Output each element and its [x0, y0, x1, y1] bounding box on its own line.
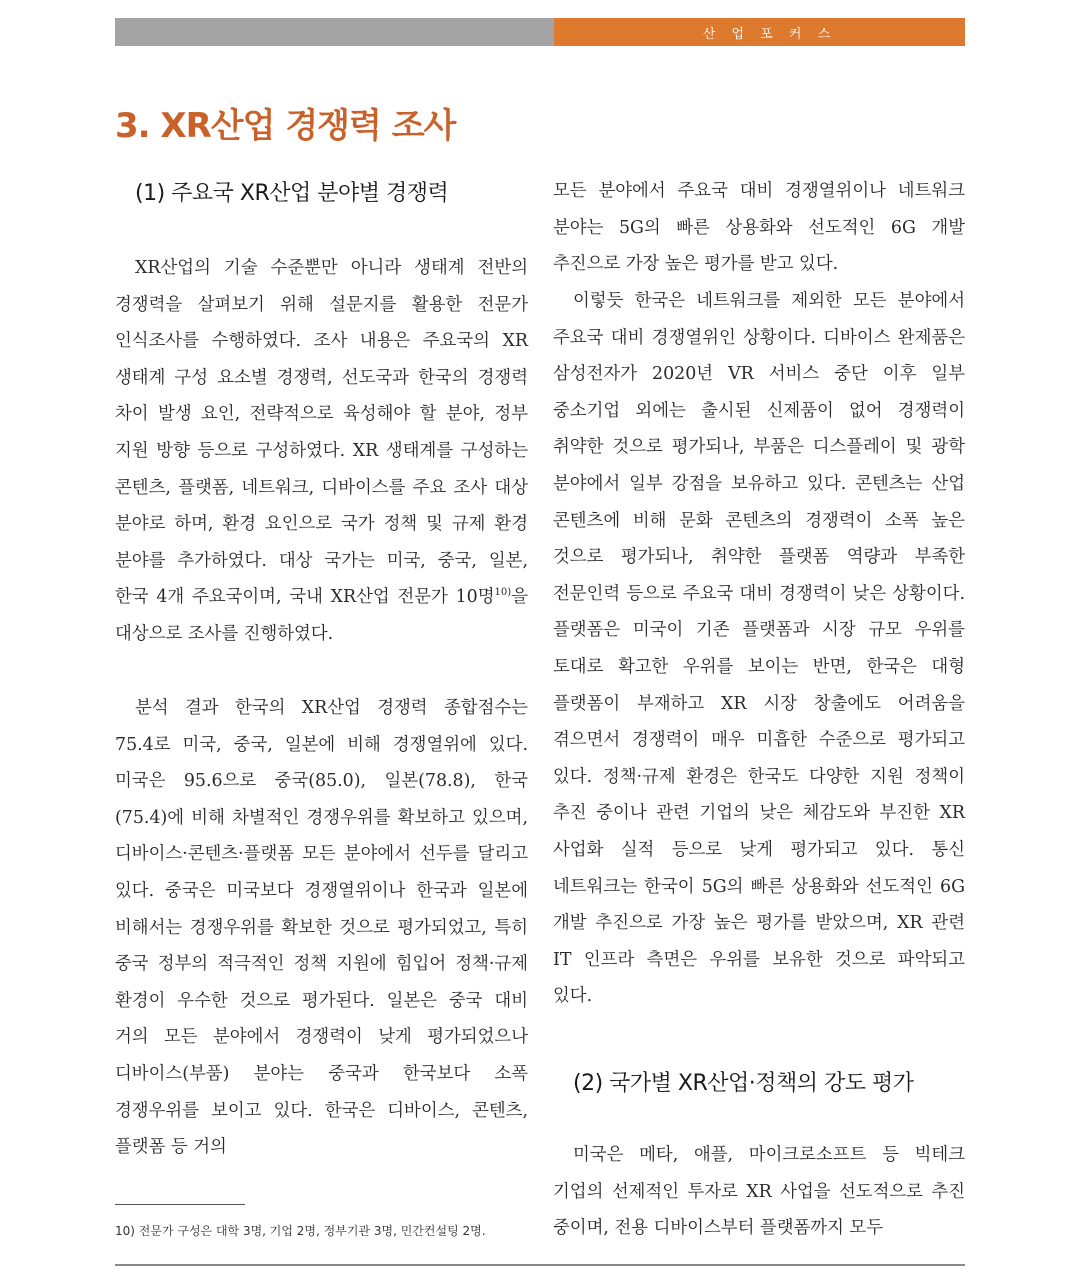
left-paragraph-1-end: 을 대상으로 조사를 진행하였다. — [115, 587, 528, 644]
left-subheading: (1) 주요국 XR산업 분야별 경쟁력 — [135, 181, 449, 206]
right-paragraph-2: 이렇듯 한국은 네트워크를 제외한 모든 분야에서 주요국 대비 경쟁열위인 상황이다. 디바이스 완제품은 삼성전자가 2020년 VR 서비스 중단 이후 일부 중소기업 외에는 출시된 신제품이 없어 경쟁력이 취약한 것으로 평가되나, 부품은 디스플레이 및 광학 분야에서 일부 강점을 보유하고 있다. 콘텐츠는 산업 콘텐츠에 비해 문화 콘텐츠의 경쟁력이 소폭 높은 것으로 평가되나, 취약한 플랫폼 역량과 부족한 전문인력 등으로 주요국 대비 경쟁력이 낮은 상황이다. 플랫폼은 미국이 기존 플랫폼과 시장 규모 우위를 토대로 확고한 우위를 보이는 반면, 한국은 대형 플랫폼이 부재하고 XR 시장 창출에도 어려움을 겪으면서 경쟁력이 매우 미흡한 수준으로 평가되고 있다. 정책·규제 환경은 한국도 다양한 지원 정책이 추진 중이나 관련 기업의 낮은 체감도와 부진한 XR 사업화 실적 등으로 낮게 평가되고 있다. 통신 네트워크는 한국이 5G의 빠른 상용화와 선도적인 6G 개발 추진으로 가장 높은 평가를 받았으며, XR 관련 IT 인프라 측면은 우위를 보유한 것으로 파악되고 있다. — [553, 291, 965, 1007]
header-gray-bar — [115, 18, 554, 46]
bottom-divider — [115, 1264, 965, 1266]
footnote: 10) 전문가 구성은 대학 3명, 기업 2명, 정부기관 3명, 민간컨설팅 2명. — [115, 1224, 486, 1238]
footnote-ref: 10) — [494, 587, 512, 599]
left-paragraph-1 — [115, 250, 528, 653]
right-paragraph-3: 미국은 메타, 애플, 마이크로소프트 등 빅테크 기업의 선제적인 투자로 XR 사업을 선도적으로 추진 중이며, 전용 디바이스부터 플랫폼까지 모두 — [553, 1145, 965, 1239]
left-paragraph-2: 분석 결과 한국의 XR산업 경쟁력 종합점수는 75.4로 미국, 중국, 일본에 비해 경쟁열위에 있다. 미국은 95.6으로 중국(85.0), 일본(78.8), 한국(75.4)에 비해 차별적인 경쟁우위를 확보하고 있으며, 디바이스·콘텐츠·플랫폼 모든 분야에서 선두를 달리고 있다. 중국은 미국보다 경쟁열위이나 한국과 일본에 비해서는 경쟁우위를 확보한 것으로 평가되었고, 특히 중국 정부의 적극적인 정책 지원에 힘입어 정책·규제 환경이 우수한 것으로 평가된다. 일본은 중국 대비 거의 모든 분야에서 경쟁력이 낮게 평가되었으나 디바이스(부품) 분야는 중국과 한국보다 소폭 경쟁우위를 보이고 있다. 한국은 디바이스, 콘텐츠, 플랫폼 등 거의 — [115, 698, 528, 1158]
footnote-divider — [115, 1204, 245, 1205]
left-paragraph-1-text: XR산업의 기술 수준뿐만 아니라 생태계 전반의 경쟁력을 살펴보기 위해 설문지를 활용한 전문가 인식조사를 수행하였다. 조사 내용은 주요국의 XR 생태계 구성 요소별 경쟁력, 선도국과 한국의 경쟁력 차이 발생 요인, 전략적으로 육성해야 할 분야, 정부 지원 방향 등으로 구성하였다. XR 생태계를 구성하는 콘텐츠, 플랫폼, 네트워크, 디바이스를 주요 조사 대상 분야로 하며, 환경 요인으로 국가 정책 및 규제 환경 분야를 추가하였다. 대상 국가는 미국, 중국, 일본, 한국 4개 주요국이며, 국내 XR산업 전문가 10명 — [115, 258, 528, 608]
section-label: 산 업 포 커 스 — [554, 18, 965, 46]
right-subheading: (2) 국가별 XR산업·정책의 강도 평가 — [573, 1071, 914, 1096]
section-header-bar — [115, 18, 965, 46]
page-title: 3. XR산업 경쟁력 조사 — [115, 106, 456, 146]
right-paragraph-1: 모든 분야에서 주요국 대비 경쟁열위이나 네트워크 분야는 5G의 빠른 상용화와 선도적인 6G 개발 추진으로 가장 높은 평가를 받고 있다. — [553, 181, 965, 275]
